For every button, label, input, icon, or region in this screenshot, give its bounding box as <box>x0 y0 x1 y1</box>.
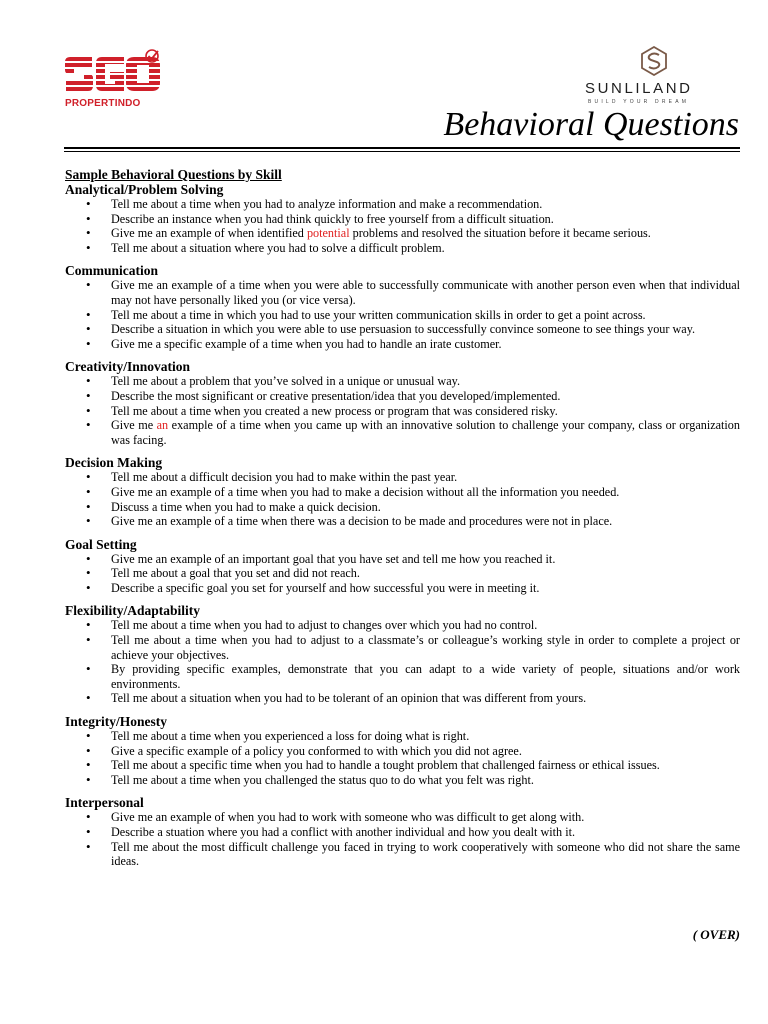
question-list <box>65 810 740 868</box>
section <box>65 182 740 255</box>
question-item: • Give me an example of a time when you were able to successfully communicate with another person even when that individual may not have personally liked you (or vice versa). <box>65 278 740 307</box>
question-item: • Describe an instance when you had think quickly to free yourself from a difficult situation. <box>65 212 740 227</box>
content <box>65 167 740 869</box>
section-title: Creativity/Innovation <box>65 359 191 375</box>
question-list <box>65 197 740 255</box>
section-title: Interpersonal <box>65 795 144 811</box>
question-item: • Give me an example of when you had to work with someone who was difficult to get along with. <box>65 810 740 825</box>
section <box>65 455 740 528</box>
question-item: • By providing specific examples, demonstrate that you can adapt to a wide variety of people, situations and/or work environments. <box>65 662 740 691</box>
section <box>65 795 740 868</box>
question-item: • Tell me about a goal that you set and did not reach. <box>65 566 740 581</box>
sunliland-logo <box>585 44 725 108</box>
question-item: • Give me an example of a time when you came up with an innovative solution to challenge your company, class or organization was facing. <box>65 418 740 447</box>
section <box>65 603 740 706</box>
question-list <box>65 729 740 787</box>
question-list <box>65 618 740 706</box>
question-item: • Give me an example of a time when you had to make a decision without all the information you needed. <box>65 485 740 500</box>
question-item: • Give me a specific example of a time when you had to handle an irate customer. <box>65 337 740 352</box>
question-item: • Tell me about a specific time when you had to handle a tought problem that challenged fairness or ethical issues. <box>65 758 740 773</box>
propertindo-logo <box>64 48 164 112</box>
section-title: Goal Setting <box>65 536 137 552</box>
section <box>65 359 740 447</box>
question-item: • Discuss a time when you had to make a quick decision. <box>65 500 740 515</box>
question-item: • Tell me about the most difficult challenge you faced in trying to work cooperatively with someone who did not share the same ideas. <box>65 840 740 869</box>
question-item: • Tell me about a time when you experienced a loss for doing what is right. <box>65 729 740 744</box>
question-item: • Describe a stuation where you had a conflict with another individual and how you dealt with it. <box>65 825 740 840</box>
question-list <box>65 470 740 528</box>
question-item: • Tell me about a time when you challenged the status quo to do what you felt was right. <box>65 773 740 788</box>
question-item: • Describe a specific goal you set for yourself and how successful you were in meeting it. <box>65 581 740 596</box>
question-item: • Describe a situation in which you were able to use persuasion to successfully convince someone to see things your way. <box>65 322 740 337</box>
question-list <box>65 374 740 447</box>
title-rule-thick <box>64 147 740 149</box>
section-title: Integrity/Honesty <box>65 714 167 730</box>
question-item: • Give a specific example of a policy you conformed to with which you did not agree. <box>65 744 740 759</box>
sunliland-tagline: BUILD YOUR DREAM <box>588 99 690 105</box>
section-title: Analytical/Problem Solving <box>65 182 224 197</box>
sunliland-name: SUNLILAND <box>585 80 693 97</box>
sunliland-s-icon <box>641 46 667 76</box>
title-rule-thin <box>64 151 740 152</box>
section <box>65 263 740 351</box>
section <box>65 537 740 596</box>
question-item: • Tell me about a situation when you had to be tolerant of an opinion that was different from yours. <box>65 691 740 706</box>
document-title: Behavioral Questions <box>443 106 739 143</box>
section-title: Communication <box>65 263 159 279</box>
question-item: • Tell me about a problem that you’ve solved in a unique or unusual way. <box>65 374 740 389</box>
question-item: • Tell me about a time in which you had to use your written communication skills in order to get a point across. <box>65 308 740 323</box>
question-list <box>65 278 740 351</box>
question-item: • Tell me about a time when you created a new process or program that was considered risky. <box>65 404 740 419</box>
section <box>65 714 740 787</box>
question-item: • Tell me about a time when you had to adjust to a classmate’s or colleague’s working style in order to complete a project or achieve your objectives. <box>65 633 740 662</box>
question-item: • Give me an example of when identified potential problems and resolved the situation before it became serious. <box>65 226 740 241</box>
intro-heading: Sample Behavioral Questions by Skill <box>65 167 282 182</box>
check-badge-icon <box>144 48 160 64</box>
propertindo-text: PROPERTINDO <box>65 98 141 109</box>
question-item: • Describe the most significant or creative presentation/idea that you developed/implemented. <box>65 389 740 404</box>
section-title: Decision Making <box>65 455 163 471</box>
question-item: • Give me an example of an important goal that you have set and tell me how you reached it. <box>65 552 740 567</box>
question-item: • Tell me about a time when you had to adjust to changes over which you had no control. <box>65 618 740 633</box>
section-title: Flexibility/Adaptability <box>65 603 201 619</box>
question-list <box>65 552 740 596</box>
over-note: ( OVER) <box>692 927 740 942</box>
question-item: • Tell me about a difficult decision you had to make within the past year. <box>65 470 740 485</box>
question-item: • Give me an example of a time when there was a decision to be made and procedures were not in place. <box>65 514 740 529</box>
question-item: • Tell me about a situation where you had to solve a difficult problem. <box>65 241 740 256</box>
sections-container <box>65 182 740 869</box>
question-item: • Tell me about a time when you had to analyze information and make a recommendation. <box>65 197 740 212</box>
